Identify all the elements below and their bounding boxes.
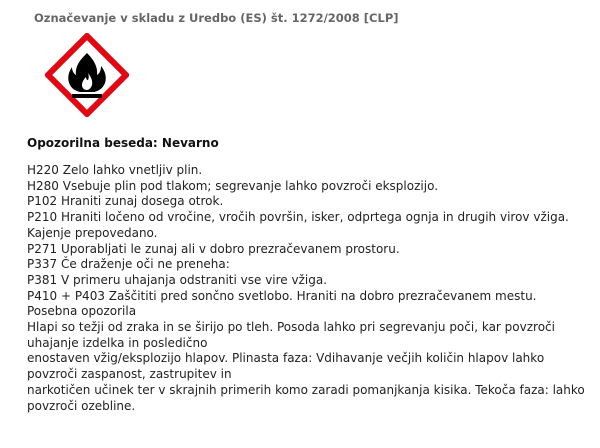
special-warnings-text-1: Hlapi so težji od zraka in se širijo po tleh. Posoda lahko pri segrevanju poči, kar povzroči uhajanje izdelka in posledično: [27, 320, 555, 350]
statement-p410-p403: P410 + P403 Zaščititi pred sončno svetlobo. Hraniti na dobro prezračevanem mestu.: [27, 288, 537, 303]
special-warnings-text-2: enostaven vžig/eksplozijo hlapov. Plinasta faza: Vdihavanje večjih količin hlapov lahko povzroči zaspanost, zastrupitev in: [27, 351, 545, 382]
hazard-statements-list: [27, 163, 592, 414]
statement-p337: P337 Če draženje oči ne preneha:: [27, 257, 230, 272]
special-warnings-heading: Posebna opozorila: [27, 304, 137, 319]
clp-heading: Označevanje v skladu z Uredbo (ES) št. 1272/2008 [CLP]: [34, 11, 399, 25]
statement-p210: P210 Hraniti ločeno od vročine, vročih površin, isker, odprtega ognja in drugih virov vžiga. Kajenje prepovedano.: [27, 210, 569, 240]
special-warnings-text-3: narkotičen učinek ter v skrajnih primerih komo zaradi pomanjkanja kisika. Tekoča faza: lahko povzroči ozebline.: [27, 382, 585, 413]
statement-p271: P271 Uporabljati le zunaj ali v dobro prezračevanem prostoru.: [27, 241, 400, 256]
statement-h280: H280 Vsebuje plin pod tlakom; segrevanje lahko povzroči eksplozijo.: [27, 178, 439, 193]
statement-p381: P381 V primeru uhajanja odstraniti vse vire vžiga.: [27, 272, 328, 287]
signal-word: Opozorilna beseda: Nevarno: [27, 136, 219, 150]
flame-ghs02-icon: [45, 33, 129, 117]
statement-p102: P102 Hraniti zunaj dosega otrok.: [27, 194, 224, 209]
statement-h220: H220 Zelo lahko vnetljiv plin.: [27, 163, 203, 177]
